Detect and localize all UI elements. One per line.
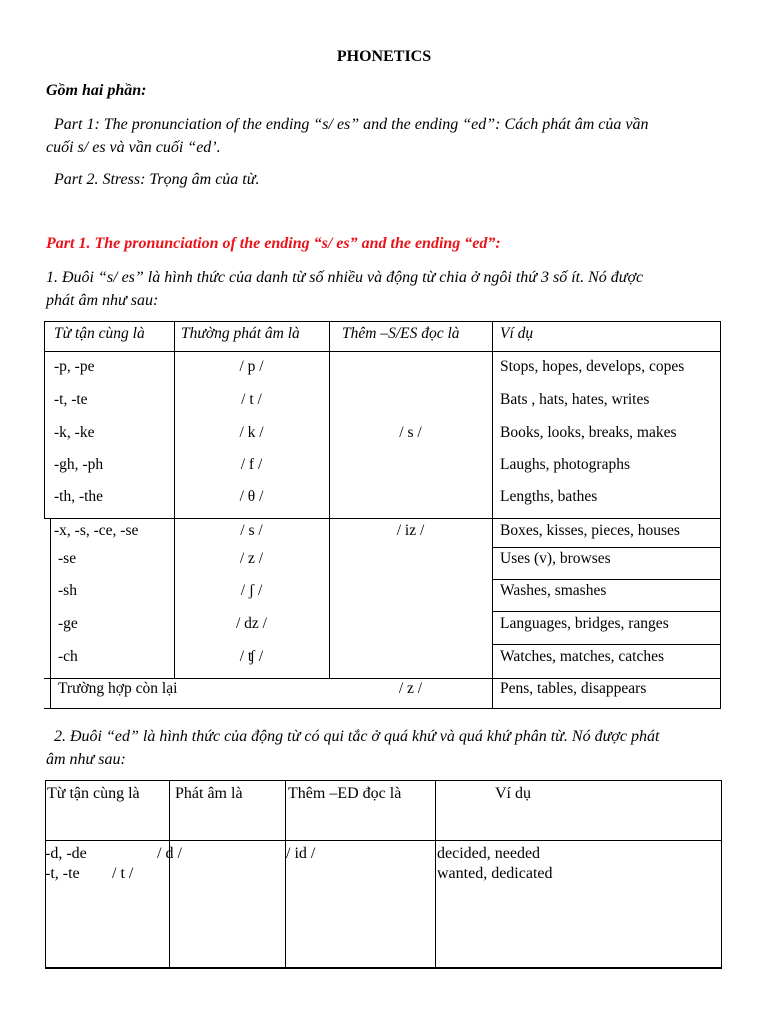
t2-example: wanted, dedicated (437, 865, 553, 882)
section1-line2: phát âm như sau: (46, 292, 159, 309)
t1-row-ending: -k, -ke (54, 424, 95, 441)
t1-header-ending: Từ tận cùng là (54, 325, 145, 342)
t1-header-reading: Thêm –S/ES đọc là (342, 325, 460, 342)
t2-header-ending: Từ tận cùng là (47, 785, 140, 802)
t1-row-sound: / dz / (236, 615, 267, 632)
t2-reading: / id / (286, 845, 316, 862)
t1-row-ending: -ge (58, 615, 78, 632)
t1-row-ending: -ch (58, 648, 78, 665)
t1-row-sound: / ʧ / (239, 648, 264, 665)
t2-header-example: Ví dụ (495, 785, 531, 802)
t1-row-sound: / p / (239, 358, 264, 375)
t2-header-sound: Phát âm là (175, 785, 243, 802)
section1-line1: 1. Đuôi “s/ es” là hình thức của danh từ số nhiều và động từ chia ở ngôi thứ 3 số ít. Nó được (46, 269, 644, 286)
t1-row-example: Uses (v), browses (500, 550, 611, 567)
section2-line1: 2. Đuôi “ed” là hình thức của động từ có qui tắc ở quá khứ và quá khứ phân từ. Nó được phát (54, 728, 660, 745)
t1-row-example: Laughs, photographs (500, 456, 631, 473)
t1-header-example: Ví dụ (500, 325, 534, 342)
ed-pronunciation-table (45, 780, 722, 968)
page-title: PHONETICS (336, 48, 432, 65)
t1-row-ending: -se (58, 550, 77, 567)
t1-row-ending: -t, -te (54, 391, 88, 408)
t1-row-example: Bats , hats, hates, writes (500, 391, 650, 408)
t2-ending-d: -d, -de (45, 845, 87, 862)
t1-row-ending: -gh, -ph (54, 456, 104, 473)
intro-part1-line1: Part 1: The pronunciation of the ending “s/ es” and the ending “ed”: Cách phát âm của vần (54, 116, 649, 133)
s-es-pronunciation-table (44, 321, 721, 709)
t1-row-example: Languages, bridges, ranges (500, 615, 669, 632)
t1-row-ending: -p, -pe (54, 358, 95, 375)
intro-heading: Gồm hai phần: (46, 82, 147, 99)
section2-line2: âm như sau: (46, 751, 126, 768)
t1-row-sound: / s / (240, 522, 263, 539)
intro-part1-line2: cuối s/ es và vần cuối “ed’. (46, 139, 221, 156)
t1-row-example: Boxes, kisses, pieces, houses (500, 522, 680, 539)
t1-row-ending: -sh (58, 582, 77, 599)
t1-row-example: Pens, tables, disappears (500, 680, 647, 697)
t1-row-ending: -th, -the (54, 488, 104, 505)
t1-group-z-reading: / z / (398, 680, 423, 697)
t1-row-sound: / t / (241, 391, 262, 408)
t1-row-sound: / ʃ / (240, 582, 263, 599)
t1-row-sound: / θ / (239, 488, 264, 505)
t1-row-example: Watches, matches, catches (500, 648, 665, 665)
t1-row-example: Lengths, bathes (500, 488, 598, 505)
t1-row-ending: Trường hợp còn lại (58, 680, 178, 697)
t1-row-sound: / z / (239, 550, 264, 567)
t1-group-iz-reading: / iz / (396, 522, 425, 539)
part1-heading: Part 1. The pronunciation of the ending “s/ es” and the ending “ed”: (46, 235, 501, 252)
t1-header-sound: Thường phát âm là (181, 325, 300, 342)
t2-example: decided, needed (437, 845, 541, 862)
t1-row-example: Washes, smashes (500, 582, 607, 599)
t2-sound-t: / t / (112, 865, 134, 882)
t2-header-reading: Thêm –ED đọc là (288, 785, 402, 802)
t1-row-sound: / f / (240, 456, 263, 473)
t1-row-example: Books, looks, breaks, makes (500, 424, 677, 441)
t2-sound-d: / d / (157, 845, 182, 862)
t1-row-example: Stops, hopes, develops, copes (500, 358, 685, 375)
t2-ending-t: -t, -te (45, 865, 80, 882)
t1-row-ending: -x, -s, -ce, -se (54, 522, 139, 539)
t1-row-sound: / k / (239, 424, 264, 441)
intro-part2: Part 2. Stress: Trọng âm của từ. (54, 171, 260, 188)
t1-group-s-reading: / s / (399, 424, 422, 441)
